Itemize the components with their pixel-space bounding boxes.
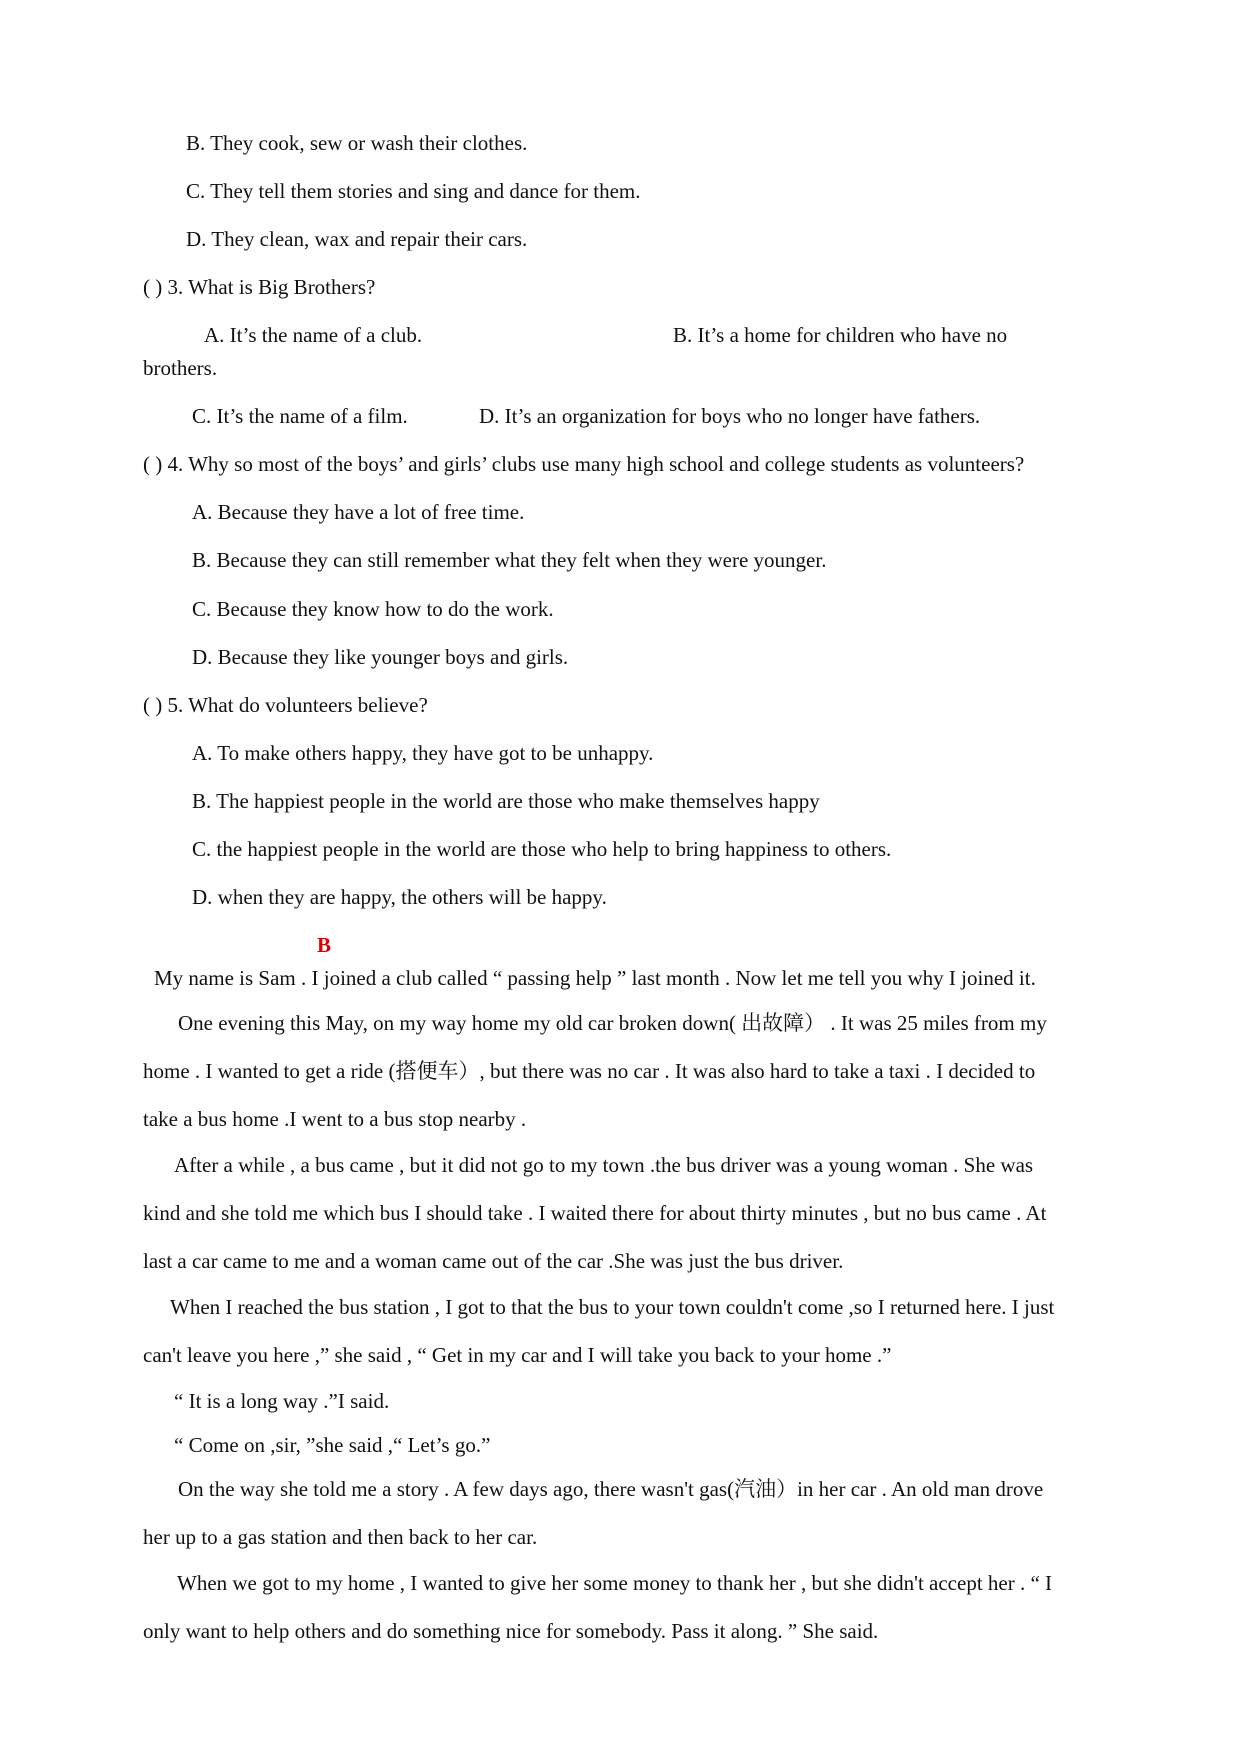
section-b-heading: B xyxy=(317,933,332,957)
q2-option-d: D. They clean, wax and repair their cars. xyxy=(186,227,528,251)
q5-option-c: C. the happiest people in the world are those who help to bring happiness to others. xyxy=(192,837,892,861)
q5-stem: ( ) 5. What do volunteers believe? xyxy=(143,693,428,717)
q4-option-b: B. Because they can still remember what they felt when they were younger. xyxy=(192,548,827,572)
q3-option-a: A. It’s the name of a club. xyxy=(204,323,423,347)
q3-option-b-continued: brothers. xyxy=(143,356,218,380)
passage-line: One evening this May, on my way home my old car broken down( 出故障） . It was 25 miles from my xyxy=(178,1011,1047,1035)
q4-option-d: D. Because they like younger boys and girls. xyxy=(192,645,569,669)
passage-line: When I reached the bus station , I got to that the bus to your town couldn't come ,so I returned here. I just xyxy=(170,1295,1055,1319)
q4-stem: ( ) 4. Why so most of the boys’ and girls’ clubs use many high school and college students as volunteers? xyxy=(143,452,1025,476)
passage-line: home . I wanted to get a ride (搭便车）, but there was no car . It was also hard to take a taxi . I decided to xyxy=(143,1059,1036,1083)
passage-line: On the way she told me a story . A few days ago, there wasn't gas(汽油）in her car . An old man drove xyxy=(178,1477,1044,1501)
q4-option-a: A. Because they have a lot of free time. xyxy=(192,500,525,524)
passage-line: When we got to my home , I wanted to give her some money to thank her , but she didn't accept her . “ I xyxy=(177,1571,1053,1595)
passage-line: My name is Sam . I joined a club called “ passing help ” last month . Now let me tell you why I joined it. xyxy=(154,966,1036,990)
q3-option-c: C. It’s the name of a film. xyxy=(192,404,408,428)
passage-line: take a bus home .I went to a bus stop nearby . xyxy=(143,1107,527,1131)
passage-line: her up to a gas station and then back to her car. xyxy=(143,1525,538,1549)
q2-option-b: B. They cook, sew or wash their clothes. xyxy=(186,131,528,155)
passage-line: last a car came to me and a woman came out of the car .She was just the bus driver. xyxy=(143,1249,844,1273)
q5-option-b: B. The happiest people in the world are those who make themselves happy xyxy=(192,789,820,813)
passage-line: After a while , a bus came , but it did not go to my town .the bus driver was a young woman . She was xyxy=(174,1153,1034,1177)
passage-line: “ It is a long way .”I said. xyxy=(174,1389,390,1413)
passage-line: “ Come on ,sir, ”she said ,“ Let’s go.” xyxy=(174,1433,491,1457)
q5-option-d: D. when they are happy, the others will be happy. xyxy=(192,885,607,909)
passage-line: only want to help others and do something nice for somebody. Pass it along. ” She said. xyxy=(143,1619,879,1643)
q3-option-d: D. It’s an organization for boys who no longer have fathers. xyxy=(479,404,981,428)
q3-option-b: B. It’s a home for children who have no xyxy=(673,323,1008,347)
q4-option-c: C. Because they know how to do the work. xyxy=(192,597,554,621)
passage-line: can't leave you here ,” she said , “ Get in my car and I will take you back to your home .” xyxy=(143,1343,892,1367)
q2-option-c: C. They tell them stories and sing and dance for them. xyxy=(186,179,641,203)
q5-option-a: A. To make others happy, they have got to be unhappy. xyxy=(192,741,654,765)
q3-stem: ( ) 3. What is Big Brothers? xyxy=(143,275,376,299)
passage-line: kind and she told me which bus I should take . I waited there for about thirty minutes , but no bus came . At xyxy=(143,1201,1047,1225)
